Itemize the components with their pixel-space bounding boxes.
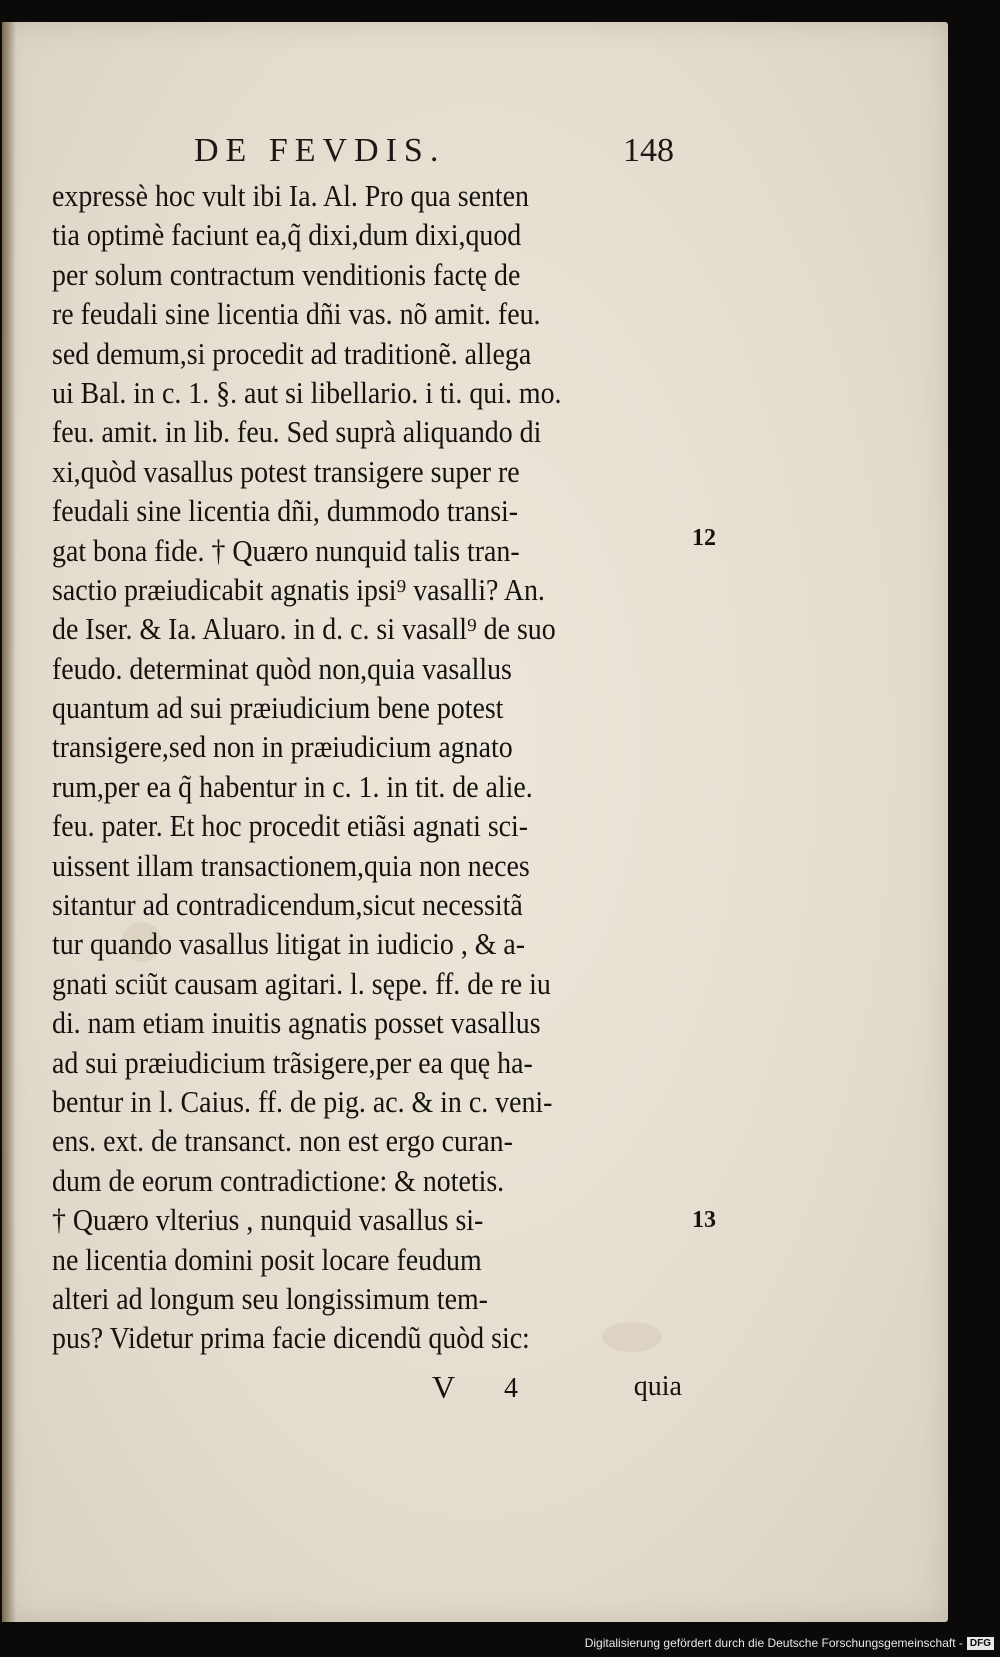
digitization-credit bbox=[585, 1633, 994, 1653]
text-line: ad sui præiudicium trãsigere,per ea quę ha- bbox=[52, 1045, 533, 1080]
credit-text: Digitalisierung gefördert durch die Deutsche Forschungsgemeinschaft - bbox=[584, 1636, 963, 1650]
text-line: gnati sciũt causam agitari. l. sępe. ff. de re iu bbox=[52, 966, 551, 1001]
text-line: xi,quòd vasallus potest transigere super re bbox=[52, 454, 520, 489]
dfg-logo: DFG bbox=[967, 1637, 994, 1650]
text-line: feudo. determinat quòd non,quia vasallus bbox=[52, 651, 512, 686]
text-line: † Quæro vlterius , nunquid vasallus si- bbox=[52, 1203, 484, 1238]
signature-line bbox=[432, 1369, 682, 1409]
text-line: quantum ad sui præiudicium bene potest bbox=[52, 691, 504, 726]
text-line: alteri ad longum seu longissimum tem- bbox=[52, 1281, 488, 1316]
text-line: per solum contractum venditionis factę de bbox=[52, 257, 521, 292]
text-line: ui Bal. in c. 1. §. aut si libellario. i ti. qui. mo. bbox=[52, 375, 562, 410]
text-line: di. nam etiam inuitis agnatis posset vasallus bbox=[52, 1006, 541, 1041]
text-line: bentur in l. Caius. ff. de pig. ac. & in c. veni- bbox=[52, 1084, 553, 1119]
text-line: feu. pater. Et hoc procedit etiãsi agnati sci- bbox=[52, 809, 529, 844]
signature-number: 4 bbox=[504, 1373, 518, 1404]
text-line: feu. amit. in lib. feu. Sed suprà aliquando di bbox=[52, 415, 542, 450]
book-page bbox=[2, 22, 948, 1622]
gutter-shadow bbox=[2, 22, 16, 1622]
body-text bbox=[52, 177, 692, 1359]
text-line: expressè hoc vult ibi Ia. Al. Pro qua senten bbox=[52, 179, 529, 213]
text-line: sitantur ad contradicendum,sicut necessitã bbox=[52, 888, 523, 923]
running-title: DE FEVDIS. bbox=[194, 132, 446, 169]
text-line: transigere,sed non in præiudicium agnato bbox=[52, 730, 513, 765]
text-line: sactio præiudicabit agnatis ipsi⁹ vasalli? An. bbox=[52, 572, 545, 607]
margin-note-13: 13 bbox=[692, 1207, 716, 1233]
signature-mark: V bbox=[432, 1369, 456, 1405]
catchword: quia bbox=[633, 1371, 682, 1402]
text-line: ens. ext. de transanct. non est ergo curan- bbox=[52, 1124, 513, 1159]
folio-number: 148 bbox=[623, 132, 674, 169]
text-line: re feudali sine licentia dñi vas. nõ amit. feu. bbox=[52, 297, 541, 332]
text-line: dum de eorum contradictione: & notetis. bbox=[52, 1163, 505, 1198]
text-line: ne licentia domini posit locare feudum bbox=[52, 1242, 482, 1277]
text-line: tia optimè faciunt ea,q̃ dixi,dum dixi,quod bbox=[52, 218, 522, 253]
text-line: feudali sine licentia dñi, dummodo transi- bbox=[52, 494, 519, 529]
text-line: sed demum,si procedit ad traditionẽ. allega bbox=[52, 336, 532, 371]
running-head bbox=[194, 132, 674, 172]
margin-note-12: 12 bbox=[692, 525, 716, 551]
text-line: tur quando vasallus litigat in iudicio , & a- bbox=[52, 927, 526, 962]
text-line: uissent illam transactionem,quia non neces bbox=[52, 848, 530, 883]
text-line: de Iser. & Ia. Aluaro. in d. c. si vasall⁹ de suo bbox=[52, 612, 556, 647]
text-line: pus? Videtur prima facie dicendũ quòd sic: bbox=[52, 1321, 530, 1356]
text-line: gat bona fide. † Quæro nunquid talis tran- bbox=[52, 533, 520, 568]
text-line: rum,per ea q̃ habentur in c. 1. in tit. de alie. bbox=[52, 769, 533, 804]
